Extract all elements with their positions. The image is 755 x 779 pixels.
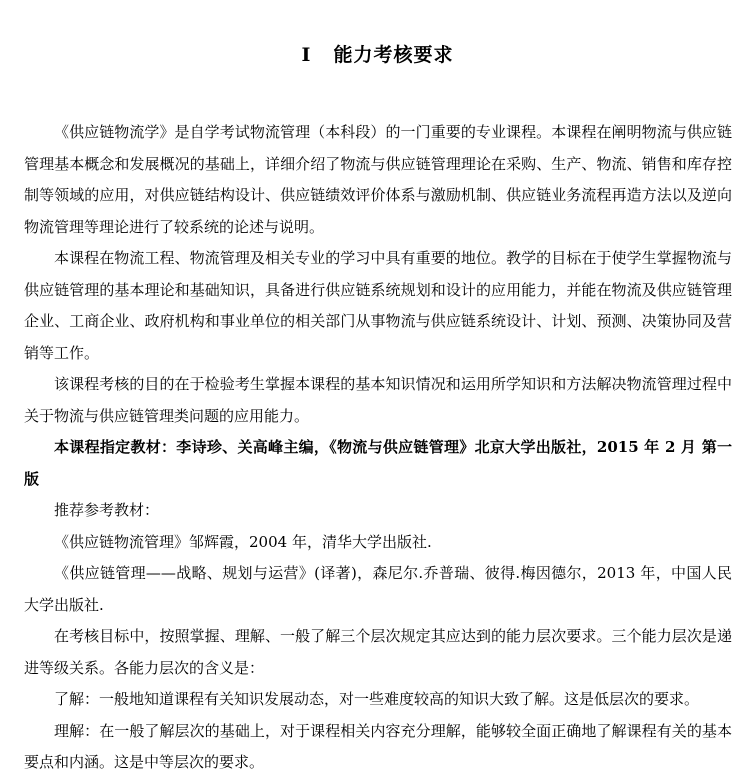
paragraph-course-intro: 《供应链物流学》是自学考试物流管理（本科段）的一门重要的专业课程。本课程在阐明物流与供应链管理基本概念和发展概况的基础上，详细介绍了物流与供应链管理理论在采购、生产、物流、销售和库存控制等领域的应用，对供应链结构设计、供应链绩效评价体系与激励机制、供应链业务流程再造方法以及逆向物流管理等理论进行了较系统的论述与说明。 <box>24 123 732 236</box>
paragraph-recommended-heading: 推荐参考教材： <box>54 501 160 519</box>
paragraph-reference-2: 《供应链管理——战略、规划与运营》(译著)，森尼尔.乔普瑞、彼得.梅因德尔，2013 年，中国人民大学出版社. <box>24 564 732 614</box>
paragraph-course-status: 本课程在物流工程、物流管理及相关专业的学习中具有重要的地位。教学的目标在于使学生掌握物流与供应链管理的基本理论和基础知识，具备进行供应链系统规划和设计的应用能力，并能在物流及供应链管理企业、工商企业、政府机构和事业单位的相关部门从事物流与供应链系统设计、计划、预测、决策协同及营销等工作。 <box>24 249 732 362</box>
paragraph-level-understand: 理解：在一般了解层次的基础上，对于课程相关内容充分理解，能够较全面正确地了解课程有关的基本要点和内涵。这是中等层次的要求。 <box>24 721 732 771</box>
document-body <box>24 117 732 779</box>
section-number: I <box>301 44 312 66</box>
paragraph-level-know: 了解：一般地知道课程有关知识发展动态，对一些难度较高的知识大致了解。这是低层次的要求。 <box>54 690 700 708</box>
section-heading <box>0 40 755 67</box>
paragraph-designated-textbook: 本课程指定教材：李诗珍、关高峰主编，《物流与供应链管理》北京大学出版社，2015 年 2 月 第一版 <box>24 438 732 488</box>
paragraph-reference-1: 《供应链物流管理》邹辉霞，2004 年，清华大学出版社. <box>54 532 432 551</box>
paragraph-ability-levels: 在考核目标中，按照掌握、理解、一般了解三个层次规定其应达到的能力层次要求。三个能力层次是递进等级关系。各能力层次的含义是： <box>24 627 732 677</box>
section-title: 能力考核要求 <box>333 44 454 66</box>
paragraph-assessment-purpose: 该课程考核的目的在于检验考生掌握本课程的基本知识情况和运用所学知识和方法解决物流管理过程中关于物流与供应链管理类问题的应用能力。 <box>24 375 732 425</box>
